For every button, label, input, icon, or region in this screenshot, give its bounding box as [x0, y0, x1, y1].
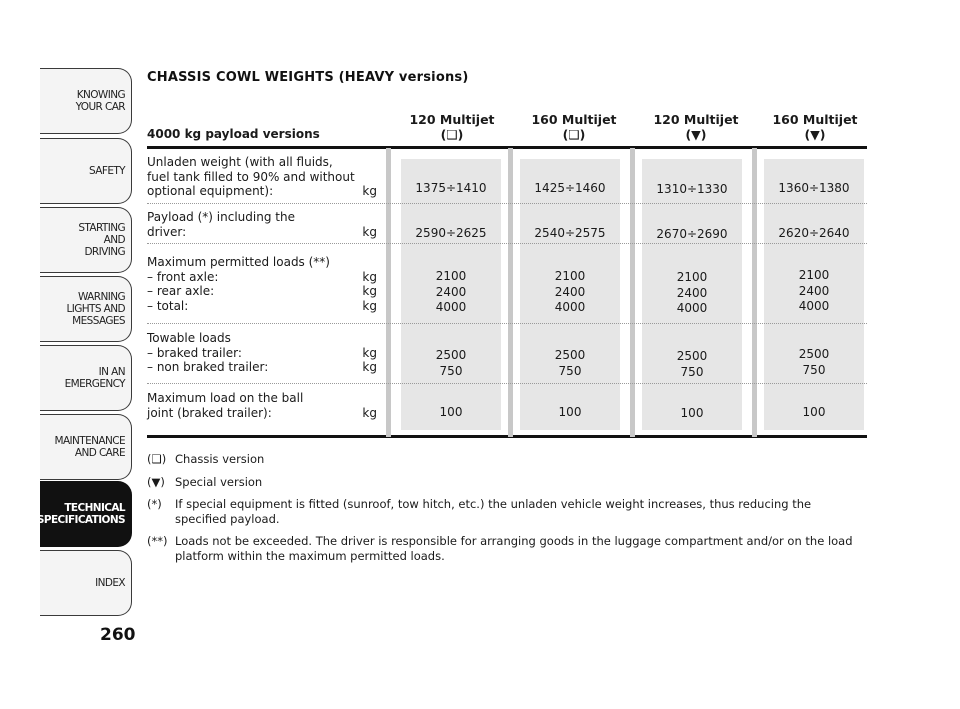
column-name: 120 Multijet [409, 112, 495, 127]
footnote [147, 534, 857, 563]
column-symbol: (❑) [562, 127, 586, 142]
table-cell: 2100 2400 4000 [554, 269, 586, 314]
column-header [760, 112, 870, 142]
table-cell: 2670÷2690 [656, 227, 728, 241]
table-cell: 2100 2400 4000 [676, 270, 708, 315]
table-cell: 2500 750 [435, 348, 467, 378]
footnote-text: Special version [175, 474, 263, 489]
row-label-towable-loads: Towable loads – braked trailer: kg – non braked trailer: kg [147, 331, 377, 374]
footnote [147, 452, 857, 467]
row-label-payload: Payload (*) including the driver: kg [147, 210, 377, 239]
table-cell: 2540÷2575 [534, 226, 606, 240]
table-cell: 2590÷2625 [415, 226, 487, 240]
table-cell: 2500 750 [798, 347, 830, 377]
row-label-ball-joint-load: Maximum load on the ball joint (braked trailer): kg [147, 391, 377, 420]
row-divider [147, 243, 867, 244]
tab-warning-lights[interactable]: WARNING LIGHTS AND MESSAGES [40, 276, 132, 342]
row-divider [147, 203, 867, 204]
footnote-text: If special equipment is fitted (sunroof, tow hitch, etc.) the unladen vehicle weight increases, thus reducing the specified payload. [175, 497, 812, 526]
tab-technical-specifications[interactable]: TECHNICAL SPECIFICATIONS [40, 481, 132, 547]
footnotes [147, 452, 857, 571]
column-name: 160 Multijet [772, 112, 858, 127]
table-cell: 100 [802, 405, 826, 419]
column-header [641, 112, 751, 142]
table-cell: 100 [439, 405, 463, 419]
column-separator [752, 148, 757, 437]
table-top-rule [147, 146, 867, 149]
tab-knowing-your-car[interactable]: KNOWING YOUR CAR [40, 68, 132, 134]
page-number: 260 [100, 625, 136, 645]
table-cell: 2500 750 [554, 348, 586, 378]
column-name: 120 Multijet [653, 112, 739, 127]
table-cell: 1310÷1330 [656, 182, 728, 196]
row-divider [147, 323, 867, 324]
tab-index[interactable]: INDEX [40, 550, 132, 616]
column-header [397, 112, 507, 142]
tab-starting-and-driving[interactable]: STARTING AND DRIVING [40, 207, 132, 273]
row-label-unladen-weight: Unladen weight (with all fluids, fuel tank filled to 90% and without optional equipment): kg [147, 155, 377, 198]
table-cell: 2100 2400 4000 [435, 269, 467, 314]
footnote-key: (*) [147, 497, 162, 511]
row-label-max-permitted-loads: Maximum permitted loads (**) – front axle: kg – rear axle: kg – total: kg [147, 255, 377, 313]
page-title: CHASSIS COWL WEIGHTS (HEAVY versions) [147, 70, 469, 85]
tab-in-an-emergency[interactable]: IN AN EMERGENCY [40, 345, 132, 411]
tab-safety[interactable]: SAFETY [40, 138, 132, 204]
column-separator [630, 148, 635, 437]
table-cell: 1360÷1380 [778, 181, 850, 195]
column-header [519, 112, 629, 142]
table-cell: 100 [558, 405, 582, 419]
footnote [147, 497, 857, 526]
table-cell: 2100 2400 4000 [798, 268, 830, 313]
column-separator [508, 148, 513, 437]
table-cell: 100 [680, 406, 704, 420]
tab-maintenance-and-care[interactable]: MAINTENANCE AND CARE [40, 414, 132, 480]
column-symbol: (▼) [804, 127, 826, 142]
table-cell: 2500 750 [676, 349, 708, 379]
table-subheading: 4000 kg payload versions [147, 127, 320, 141]
column-symbol: (❑) [440, 127, 464, 142]
table-cell: 1375÷1410 [415, 181, 487, 195]
column-separator [386, 148, 391, 437]
footnote-text: Chassis version [175, 452, 265, 466]
column-symbol: (▼) [685, 127, 707, 142]
table-cell: 1425÷1460 [534, 181, 606, 195]
column-name: 160 Multijet [531, 112, 617, 127]
footnote-key: (**) [147, 534, 168, 548]
table-cell: 2620÷2640 [778, 226, 850, 240]
row-divider [147, 383, 867, 384]
table-bottom-rule [147, 435, 867, 438]
footnote [147, 475, 857, 490]
footnote-text: Loads not be exceeded. The driver is responsible for arranging goods in the luggage compartment and/or on the load platform within the maximum permitted loads. [175, 534, 853, 563]
footnote-key: (▼) [147, 474, 165, 489]
footnote-key: (❑) [147, 452, 167, 466]
